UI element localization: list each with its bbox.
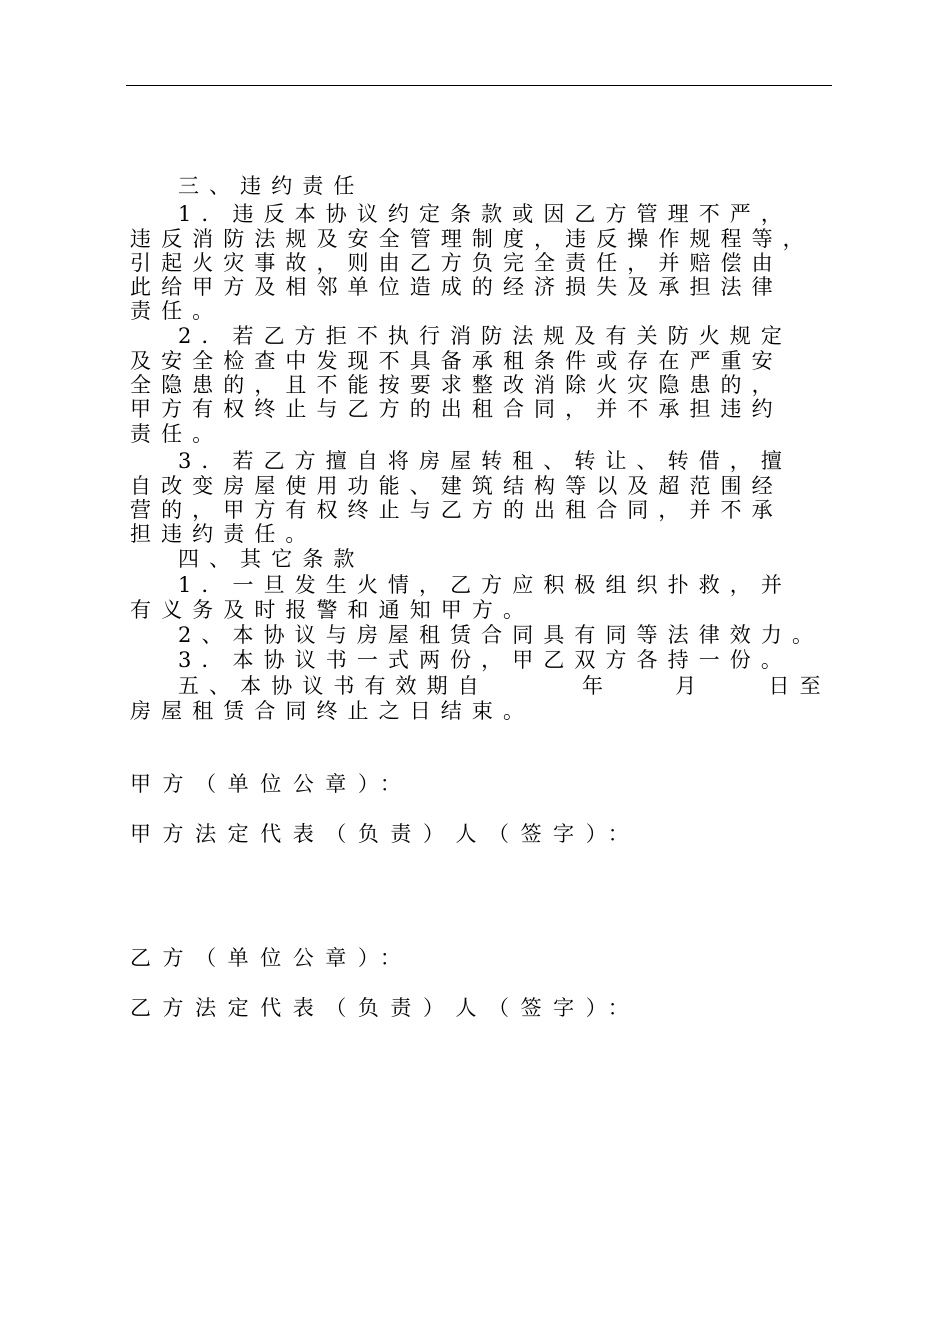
clause-4-1-line-2: 有义务及时报警和通知甲方。	[130, 598, 535, 622]
party-b-seal-label: 乙方（单位公章）：	[130, 946, 413, 970]
clause-4-1-line-1: 1．一旦发生火情，乙方应积极组织扑救，并	[178, 573, 792, 597]
clause-3-1-line-2: 违反消防法规及安全管理制度，违反操作规程等，	[130, 227, 814, 251]
section-3-title: 三、违约责任	[178, 174, 365, 198]
clause-3-3-line-3: 营的，甲方有权终止与乙方的出租合同，并不承	[130, 498, 783, 522]
clause-3-1-line-3: 引起火灾事故，则由乙方负完全责任，并赔偿由	[130, 251, 783, 275]
clause-4-3: 3．本协议书一式两份，甲乙双方各持一份。	[178, 648, 792, 672]
clause-3-2-line-2: 及安全检查中发现不具备承租条件或存在严重安	[130, 349, 783, 373]
party-a-representative-label: 甲方法定代表（负责）人（签字）：	[130, 822, 641, 846]
section-5-line-2: 房屋租赁合同终止之日结束。	[130, 699, 535, 723]
header-rule	[126, 85, 832, 86]
clause-3-1-line-1: 1．违反本协议约定条款或因乙方管理不严，	[178, 202, 792, 226]
clause-3-1-line-4: 此给甲方及相邻单位造成的经济损失及承担法律	[130, 275, 783, 299]
clause-3-2-line-5: 责任。	[130, 422, 224, 446]
clause-3-1-line-5: 责任。	[130, 299, 224, 323]
clause-3-3-line-1: 3．若乙方擅自将房屋转租、转让、转借，擅	[178, 449, 792, 473]
clause-3-2-line-4: 甲方有权终止与乙方的出租合同，并不承担违约	[130, 397, 783, 421]
clause-3-2-line-1: 2．若乙方拒不执行消防法规及有关防火规定	[178, 324, 792, 348]
clause-3-3-line-4: 担违约责任。	[130, 522, 317, 546]
clause-3-2-line-3: 全隐患的，且不能按要求整改消除火灾隐患的，	[130, 373, 783, 397]
party-b-representative-label: 乙方法定代表（负责）人（签字）：	[130, 996, 641, 1020]
party-a-seal-label: 甲方（单位公章）：	[130, 772, 413, 796]
clause-3-3-line-2: 自改变房屋使用功能、建筑结构等以及超范围经	[130, 474, 783, 498]
section-5-line-1: 五、本协议书有效期自 年 月 日至	[178, 674, 831, 698]
section-4-title: 四、其它条款	[178, 547, 365, 571]
clause-4-2: 2、本协议与房屋租赁合同具有同等法律效力。	[178, 623, 824, 647]
